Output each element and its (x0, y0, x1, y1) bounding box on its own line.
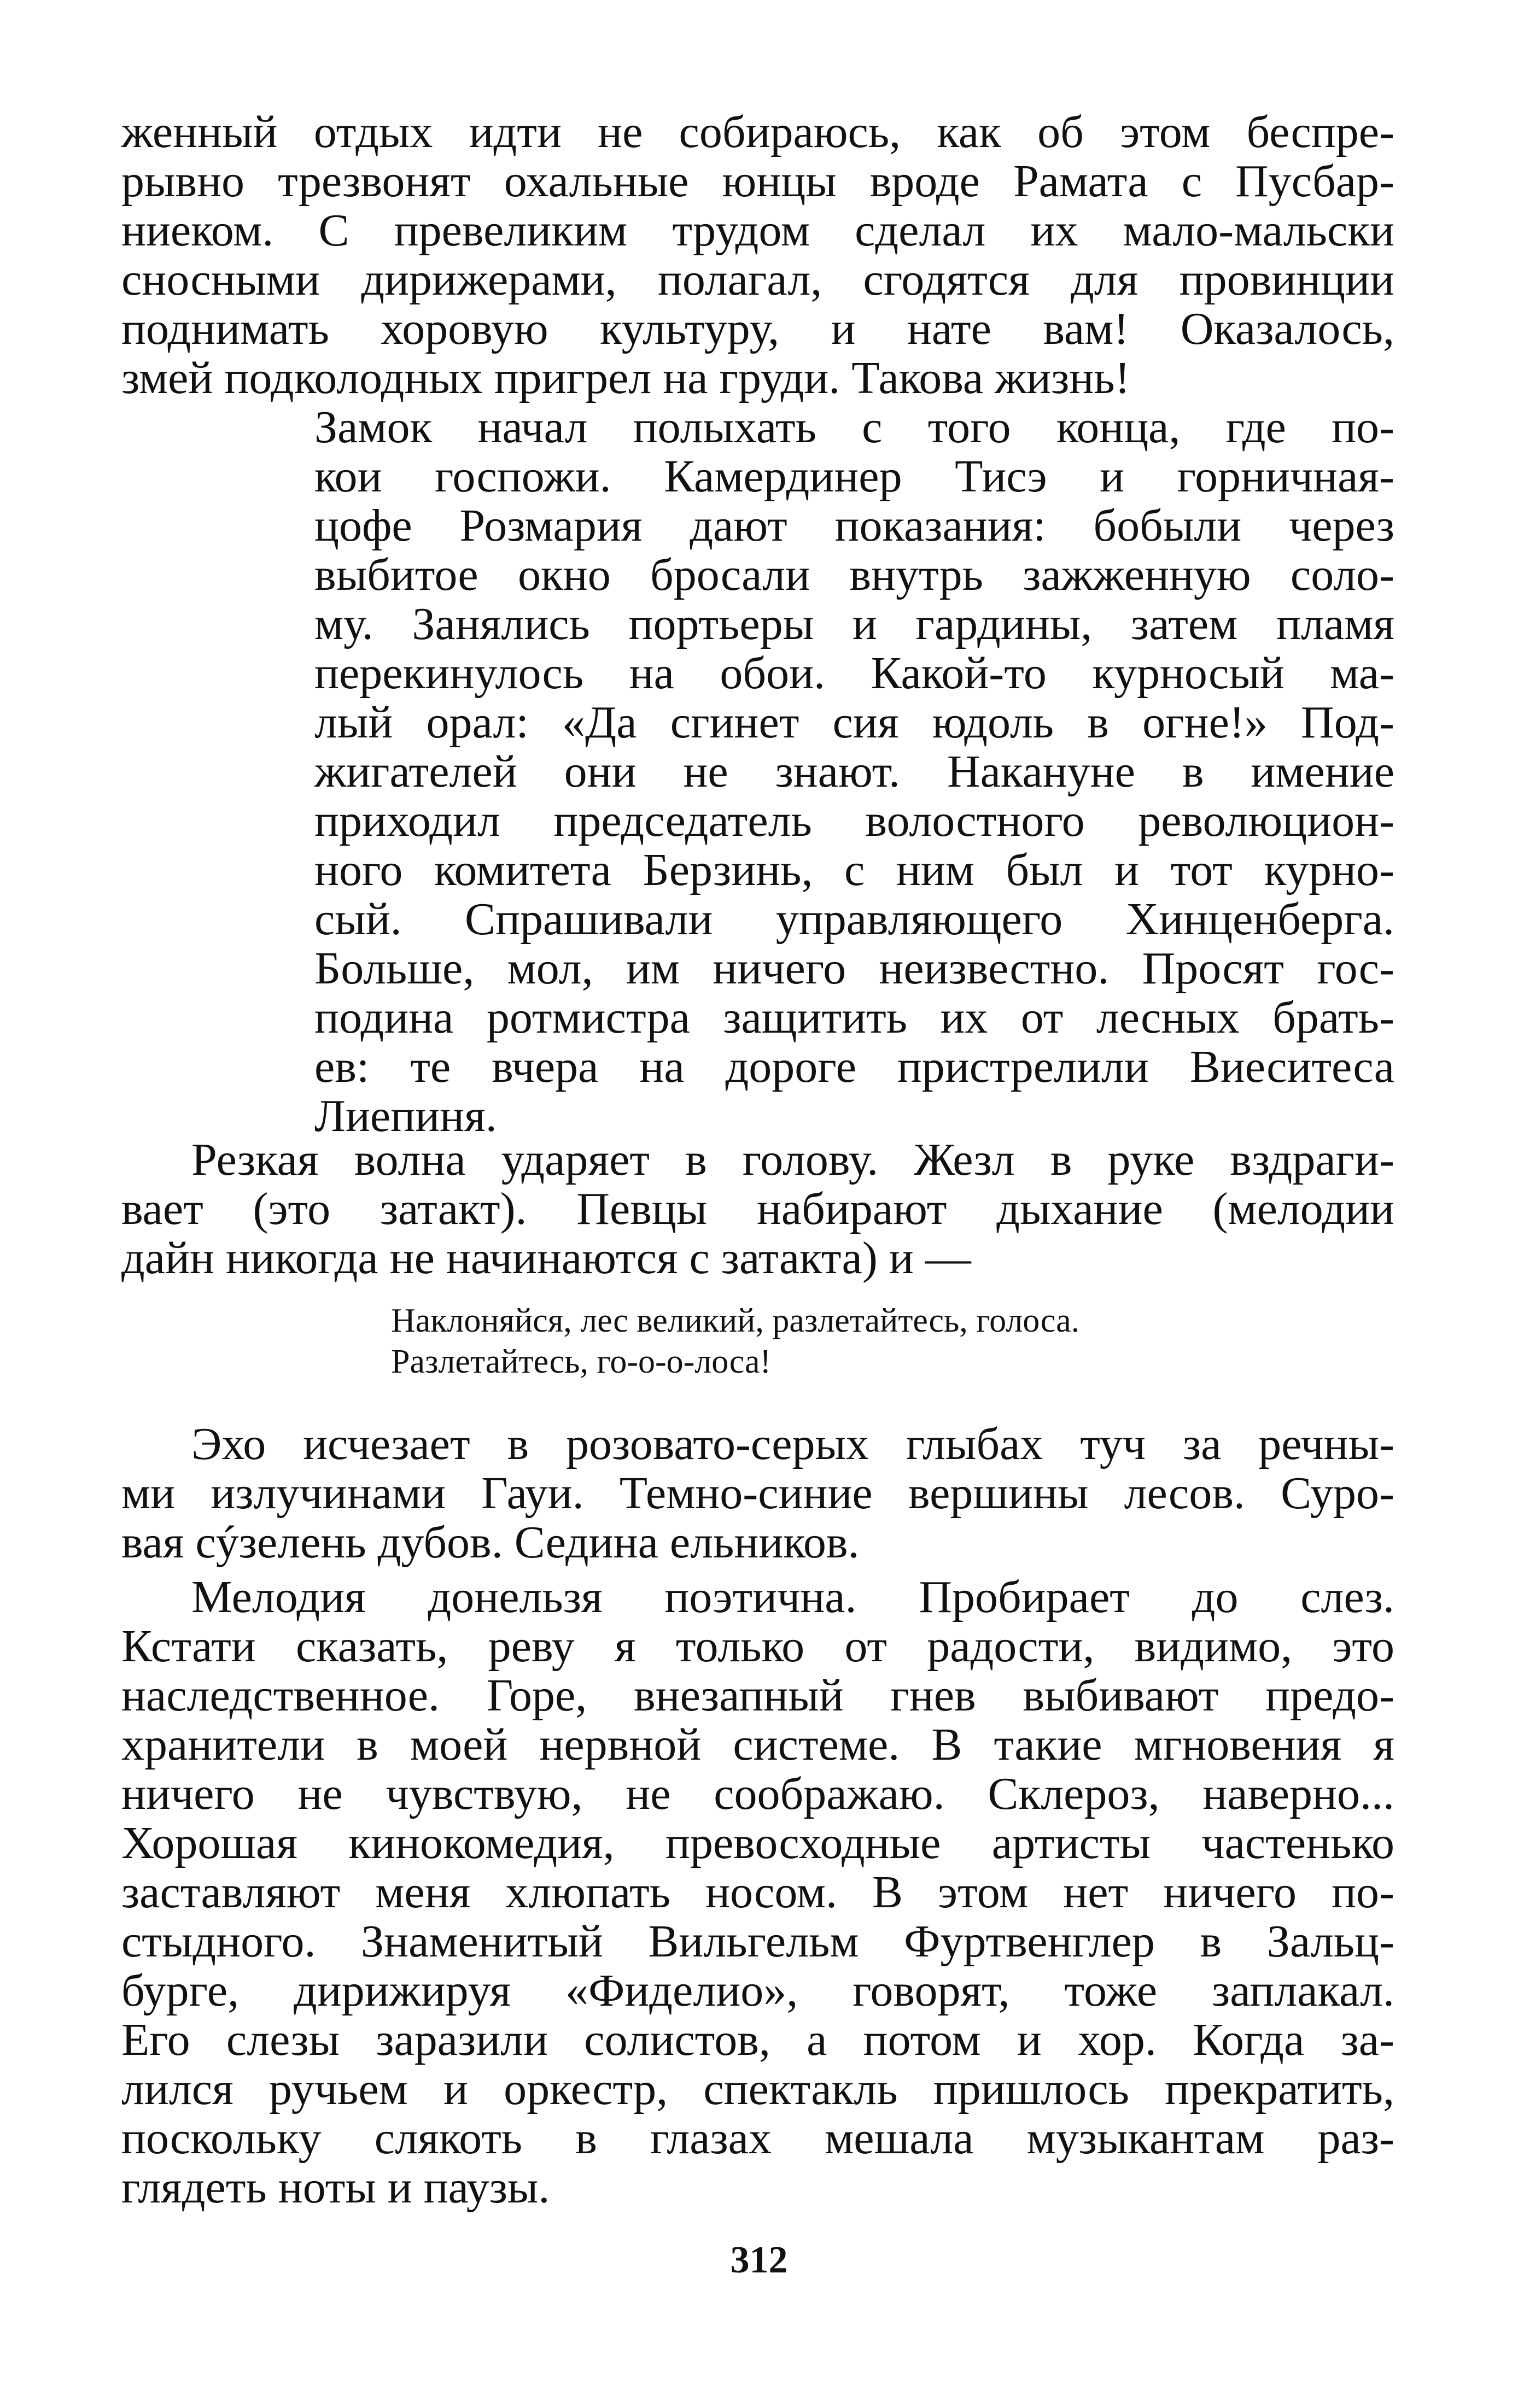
text-line: Замок начал полыхать с того конца, где по- (314, 402, 1394, 453)
text-line: наследственное. Горе, внезапный гнев выбивают предо- (121, 1670, 1394, 1721)
text-line: ев: те вчера на дороге пристрелили Виеситеса (314, 1041, 1394, 1092)
text-line: выбитое окно бросали внутрь зажженную соло- (314, 549, 1394, 600)
text-line: Мелодия донельзя поэтична. Пробирает до слез. (191, 1572, 1394, 1622)
text-line: приходил председатель волостного революцион- (314, 795, 1394, 846)
text-line: цофе Розмария дают показания: бобыли через (314, 500, 1394, 551)
text-line: му. Занялись портьеры и гардины, затем пламя (314, 599, 1394, 649)
text-line: кои госпожи. Камердинер Тисэ и горничная- (314, 451, 1394, 502)
page-number: 312 (730, 2239, 788, 2281)
text-line: вает (это затакт). Певцы набирают дыхание (мелодии (121, 1184, 1394, 1234)
verse-line: Разлетайтесь, го-о-о-лоса! (391, 1343, 772, 1380)
text-line: стыдного. Знаменитый Вильгельм Фуртвенглер в Зальц- (121, 1916, 1394, 1967)
text-line: дайн никогда не начинаются с затакта) и — (121, 1233, 971, 1284)
text-line: Резкая волна ударяет в голову. Жезл в руке вздраги- (191, 1134, 1394, 1185)
text-line: змей подколодных пригрел на груди. Такова жизнь! (121, 353, 1130, 403)
text-line: Лиепиня. (314, 1091, 497, 1141)
text-line: Хорошая кинокомедия, превосходные артисты частенько (121, 1818, 1394, 1868)
verse-line: Наклоняйся, лес великий, разлетайтесь, голоса. (391, 1302, 1080, 1339)
text-line: бурге, дирижируя «Фиделио», говорят, тоже заплакал. (121, 1965, 1394, 2016)
text-line: Его слезы заразили солистов, а потом и хор. Когда за- (121, 2014, 1394, 2065)
text-line: хранители в моей нервной системе. В такие мгновения я (121, 1719, 1394, 1770)
text-line: ми излучинами Гауи. Темно-синие вершины лесов. Суро- (121, 1468, 1394, 1519)
text-line: перекинулось на обои. Какой-то курносый ма- (314, 648, 1394, 699)
text-line: сносными дирижерами, полагал, сгодятся для провинции (121, 254, 1394, 305)
text-line: рывно трезвонят охальные юнцы вроде Рамата с Пусбар- (121, 156, 1394, 207)
text-line: заставляют меня хлюпать носом. В этом нет ничего по- (121, 1867, 1394, 1918)
text-line: ного комитета Берзинь, с ним был и тот курно- (314, 845, 1394, 895)
text-line: глядеть ноты и паузы. (121, 2162, 550, 2213)
text-line: ничего не чувствую, не соображаю. Склероз, наверно... (121, 1768, 1394, 1819)
text-line: женный отдых идти не собираюсь, как об этом беспре- (121, 107, 1394, 157)
text-line: сый. Спрашивали управляющего Хинценберга. (314, 894, 1394, 945)
text-line: Больше, мол, им ничего неизвестно. Просят гос- (314, 943, 1394, 994)
text-line: вая сýзелень дубов. Седина ельников. (121, 1517, 860, 1568)
text-line: лился ручьем и оркестр, спектакль пришлось прекратить, (121, 2064, 1394, 2114)
text-line: Эхо исчезает в розовато-серых глыбах туч за речны- (191, 1419, 1394, 1469)
text-line: поскольку слякоть в глазах мешала музыкантам раз- (121, 2113, 1394, 2164)
text-line: Кстати сказать, реву я только от радости, видимо, это (121, 1621, 1394, 1672)
text-line: поднимать хоровую культуру, и нате вам! Оказалось, (121, 303, 1394, 354)
text-line: ниеком. С превеликим трудом сделал их мало-мальски (121, 205, 1394, 256)
text-line: лый орал: «Да сгинет сия юдоль в огне!» Под- (314, 697, 1394, 748)
text-line: подина ротмистра защитить их от лесных брать- (314, 992, 1394, 1043)
text-line: жигателей они не знают. Накануне в имение (314, 746, 1394, 797)
